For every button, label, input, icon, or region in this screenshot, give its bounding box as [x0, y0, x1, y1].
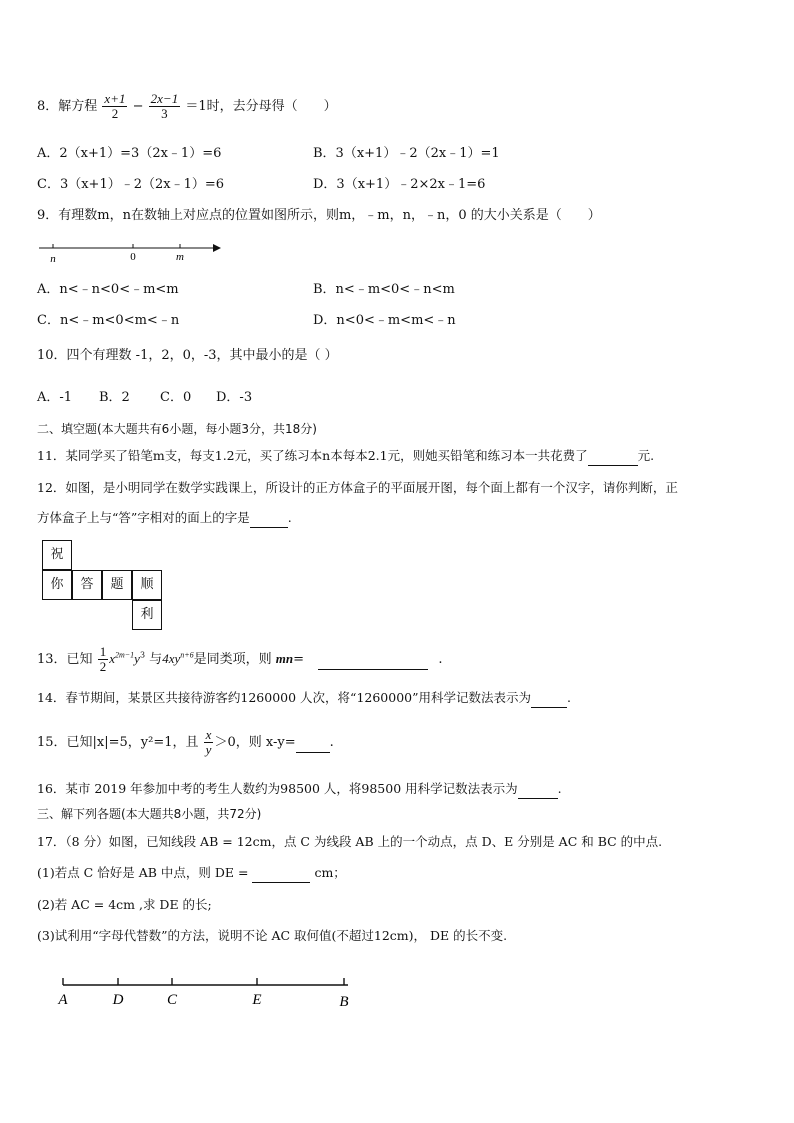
- number-line-figure: [37, 238, 227, 268]
- q8-prefix: 8．解方程: [37, 99, 98, 114]
- point-label-e: E: [252, 992, 262, 1008]
- point-label-b: B: [339, 994, 349, 1010]
- answer-blank: [588, 447, 638, 466]
- q9-option-d: D．n<0<﹣m<m<﹣n: [313, 313, 456, 328]
- answer-blank: [531, 689, 567, 708]
- q8-fraction-2: $\frac{2x-1}{3}$: [150, 91, 179, 121]
- segment-figure: [50, 968, 360, 1013]
- q16-stem: 16．某市 2019 年参加中考的考生人数约为98500 人，将98500 用科学记数法表示为 .: [37, 780, 562, 799]
- net-cell-1: 你: [42, 570, 72, 600]
- q8-option-d: D．3（x+1）﹣2×2x﹣1=6: [313, 177, 486, 192]
- q8-option-b: B．3（x+1）﹣2（2x﹣1）=1: [313, 146, 500, 161]
- q9-option-a: A．n<﹣n<0<﹣m<m: [37, 282, 179, 297]
- q14-stem: 14．春节期间，某景区共接待游客约1260000 人次，将“1260000”用科学记数法表示为 .: [37, 689, 571, 708]
- q17-part1: (1)若点 C 恰好是 AB 中点，则 DE = cm；: [37, 864, 346, 883]
- arrow-head: [213, 244, 221, 252]
- answer-blank: [518, 780, 558, 799]
- answer-blank: [318, 651, 428, 670]
- q10-stem: 10．四个有理数 -1，2，0，-3，其中最小的是（ ）: [37, 348, 338, 363]
- q15-stem: 15．已知|x|=5，y²=1，且 $\frac{x}{y}$ ＞0，则 x-y= .: [37, 727, 334, 757]
- q9-option-b: B．n<﹣m<0<﹣n<m: [313, 282, 455, 297]
- section-heading-solve: 三、解下列各题(本大题共8小题，共72分): [37, 807, 262, 821]
- net-cell-3: 题: [102, 570, 132, 600]
- q13-stem: 13．已知 $\frac{1}{2}$ $x^{2m-1}y^3$ 与$4xy^{n+6}$是同类项，则 mn= .: [37, 644, 443, 674]
- axis-label-zero: 0: [130, 251, 136, 263]
- point-label-a: A: [58, 992, 68, 1008]
- point-label-d: D: [112, 992, 124, 1008]
- q8-fraction-1: $\frac{x+1}{2}$: [104, 91, 126, 121]
- q8-minus: −: [132, 99, 144, 114]
- answer-blank: [250, 509, 288, 528]
- q8-option-a: A．2（x+1）=3（2x﹣1）=6: [37, 146, 222, 161]
- section-heading-fill-blank: 二、填空题(本大题共有6小题，每小题3分，共18分): [37, 422, 317, 436]
- net-cell-bottom: 利: [132, 600, 162, 630]
- axis-label-m: m: [176, 251, 184, 263]
- axis-label-n: n: [50, 253, 56, 265]
- net-cell-4: 顺: [132, 570, 162, 600]
- q8-option-c: C．3（x+1）﹣2（2x﹣1）=6: [37, 177, 225, 192]
- q8-stem: [37, 92, 337, 121]
- q10-option-c: C．0: [160, 390, 192, 405]
- answer-blank: [296, 734, 330, 753]
- q9-stem: 9．有理数m，n在数轴上对应点的位置如图所示，则m，﹣m，n，﹣n，0 的大小关系是（ ）: [37, 208, 601, 223]
- q10-option-b: B．2: [99, 390, 130, 405]
- net-cell-2: 答: [72, 570, 102, 600]
- q13-fraction: $\frac{1}{2}$: [99, 644, 107, 674]
- q17-part3: (3)试利用“字母代替数”的方法，说明不论 AC 取何值(不超过12cm)， DE 的长不变.: [37, 928, 508, 943]
- q8-suffix: ＝1时，去分母得（ ）: [185, 99, 337, 114]
- answer-blank: [252, 864, 310, 883]
- q11-stem: 11．某同学买了铅笔m支，每支1.2元，买了练习本n本每本2.1元，则她买铅笔和练习本一共花费了 元.: [37, 447, 654, 466]
- point-label-c: C: [166, 992, 178, 1008]
- q15-fraction: $\frac{x}{y}$: [205, 727, 212, 757]
- q10-option-d: D．-3: [216, 390, 253, 405]
- q17-part2: (2)若 AC = 4cm ,求 DE 的长;: [37, 897, 212, 912]
- q9-option-c: C．n<﹣m<0<m<﹣n: [37, 313, 180, 328]
- q12-stem-line1: 12．如图，是小明同学在数学实践课上，所设计的正方体盒子的平面展开图，每个面上都有一个汉字，请你判断，正: [37, 480, 678, 495]
- q12-stem-line2: 方体盒子上与“答”字相对的面上的字是 .: [37, 509, 292, 528]
- q10-option-a: A．-1: [37, 390, 73, 405]
- q17-stem: 17．（8 分）如图，已知线段 AB = 12cm，点 C 为线段 AB 上的一个动点，点 D、E 分别是 AC 和 BC 的中点.: [37, 834, 663, 849]
- net-cell-top: 祝: [42, 540, 72, 570]
